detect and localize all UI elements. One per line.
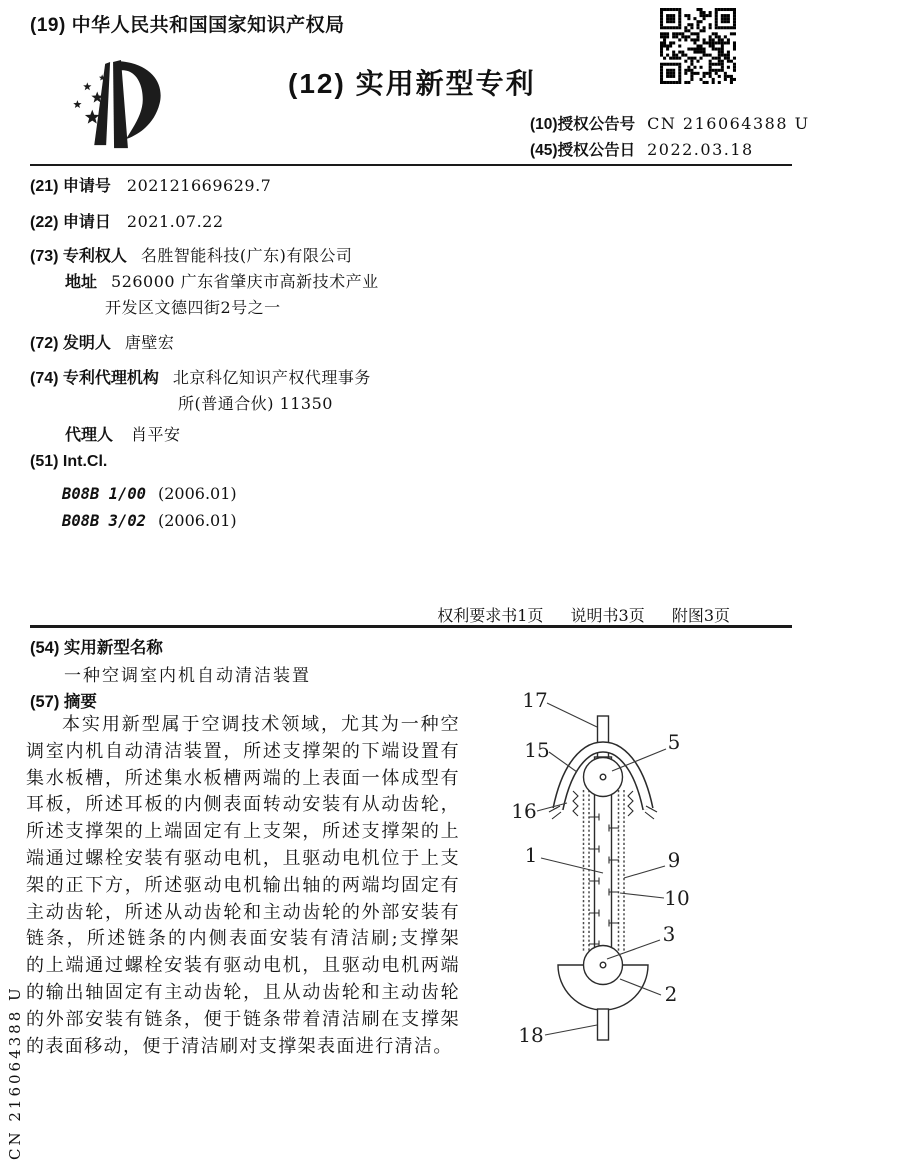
pub-no-value: CN 216064388 U xyxy=(647,114,810,133)
agency-label: (74) 专利代理机构 xyxy=(30,370,159,387)
doc-id-vertical: CN 216064388 U xyxy=(6,985,24,1160)
figure-chain-left xyxy=(584,790,590,951)
app-date-label: (22) 申请日 xyxy=(30,214,111,231)
figure-label-1: 1 xyxy=(524,843,538,867)
figure-bottom-rod xyxy=(598,1009,609,1040)
intcl-date-1: (2006.01) xyxy=(158,484,237,503)
address-value: 526000 广东省肇庆市高新技术产业 xyxy=(111,272,379,291)
patentee-value: 名胜智能科技(广东)有限公司 xyxy=(140,246,353,265)
intcl-code-1: B08B 1/00 xyxy=(62,485,146,503)
figure-label-2: 2 xyxy=(664,982,678,1006)
abstract-text: 本实用新型属于空调技术领域，尤其为一种空调室内机自动清洁装置，所述支撑架的下端设置有集水板槽，所述集水板槽两端的上表面一体成型有耳板，所述耳板的内侧表面转动安装有从动齿轮，所述支撑架的上端固定有上支架，所述支撑架的上端通过螺栓安装有驱动电机，且驱动电机位于上支架的正下方，所述驱动电机输出轴的两端均固定有主动齿轮，所述从动齿轮和主动齿轮的外部安装有链条，所述链条的内侧表面安装有清洁刷;支撑架的上端通过螺栓安装有驱动电机，且驱动电机两端的输出轴固定有主动齿轮，且从动齿轮和主动齿轮的外部安装有链条，便于链条带着清洁刷在支撑架的表面移动，便于清洁刷对支撑架表面进行清洁。 xyxy=(26,714,460,1057)
field-agent xyxy=(65,422,181,445)
pages-claims: 权利要求书1页 xyxy=(437,606,544,625)
inventor-label: (72) 发明人 xyxy=(30,335,111,352)
agency-value: 北京科亿知识产权代理事务 xyxy=(172,368,371,387)
pub-date-label: (45)授权公告日 xyxy=(530,142,636,159)
publication-number-row xyxy=(530,112,810,134)
abstract-section-label: (57) 摘要 xyxy=(30,693,97,711)
app-date-value: 2021.07.22 xyxy=(126,212,224,231)
figure-label-17: 17 xyxy=(522,688,548,712)
field-int-cl-class1 xyxy=(62,484,237,504)
patent-figure xyxy=(500,685,700,1055)
address-value2: 开发区文德四街2号之一 xyxy=(105,298,281,317)
field-application-date xyxy=(30,209,224,232)
title-section-label: (54) 实用新型名称 xyxy=(30,639,163,657)
figure-label-18: 18 xyxy=(518,1023,544,1047)
agency-value2: 所(普通合伙) 11350 xyxy=(178,394,333,413)
agent-value: 肖平安 xyxy=(131,425,181,444)
field-application-number xyxy=(30,173,271,196)
pub-date-value: 2022.03.18 xyxy=(647,140,754,159)
field-patentee xyxy=(30,243,352,266)
inventor-value: 唐壁宏 xyxy=(124,333,175,352)
app-no-label: (21) 申请号 xyxy=(30,178,111,195)
figure-drive-gear-axle xyxy=(600,774,606,780)
field-inventor xyxy=(30,330,174,353)
pages-drawings: 附图3页 xyxy=(671,606,730,625)
figure-chain-right xyxy=(619,790,625,951)
agent-label: 代理人 xyxy=(65,427,114,444)
intcl-code-2: B08B 3/02 xyxy=(62,512,146,530)
cnipa-logo-icon xyxy=(60,56,180,160)
intcl-date-2: (2006.01) xyxy=(158,511,237,530)
pages-description: 说明书3页 xyxy=(570,606,645,625)
figure-label-15: 15 xyxy=(524,738,550,762)
patentee-label: (73) 专利权人 xyxy=(30,248,127,265)
figure-driven-gear-axle xyxy=(600,962,606,968)
pages-info xyxy=(437,603,730,626)
field-int-cl xyxy=(30,453,107,471)
address-label: 地址 xyxy=(65,274,98,291)
figure-label-9: 9 xyxy=(667,848,681,872)
field-int-cl-class2 xyxy=(62,511,237,531)
publication-date-row xyxy=(530,138,754,160)
figure-label-16: 16 xyxy=(511,799,537,823)
section-divider xyxy=(30,625,792,628)
issuing-office: (19) 中华人民共和国国家知识产权局 xyxy=(30,15,345,36)
field-agency-line2 xyxy=(178,391,333,414)
document-type-title: (12) 实用新型专利 xyxy=(288,68,536,99)
field-address xyxy=(65,269,379,292)
figure-label-10: 10 xyxy=(664,886,690,910)
header-divider xyxy=(30,164,792,166)
figure-label-5: 5 xyxy=(667,730,681,754)
field-agency xyxy=(30,365,371,388)
app-no-value: 202121669629.7 xyxy=(126,176,272,195)
utility-model-title: 一种空调室内机自动清洁装置 xyxy=(64,666,311,686)
qr-code xyxy=(660,8,736,84)
figure-label-3: 3 xyxy=(662,922,676,946)
intcl-label: (51) Int.Cl. xyxy=(30,453,108,470)
pub-no-label: (10)授权公告号 xyxy=(530,116,636,133)
field-address-line2 xyxy=(105,295,281,318)
